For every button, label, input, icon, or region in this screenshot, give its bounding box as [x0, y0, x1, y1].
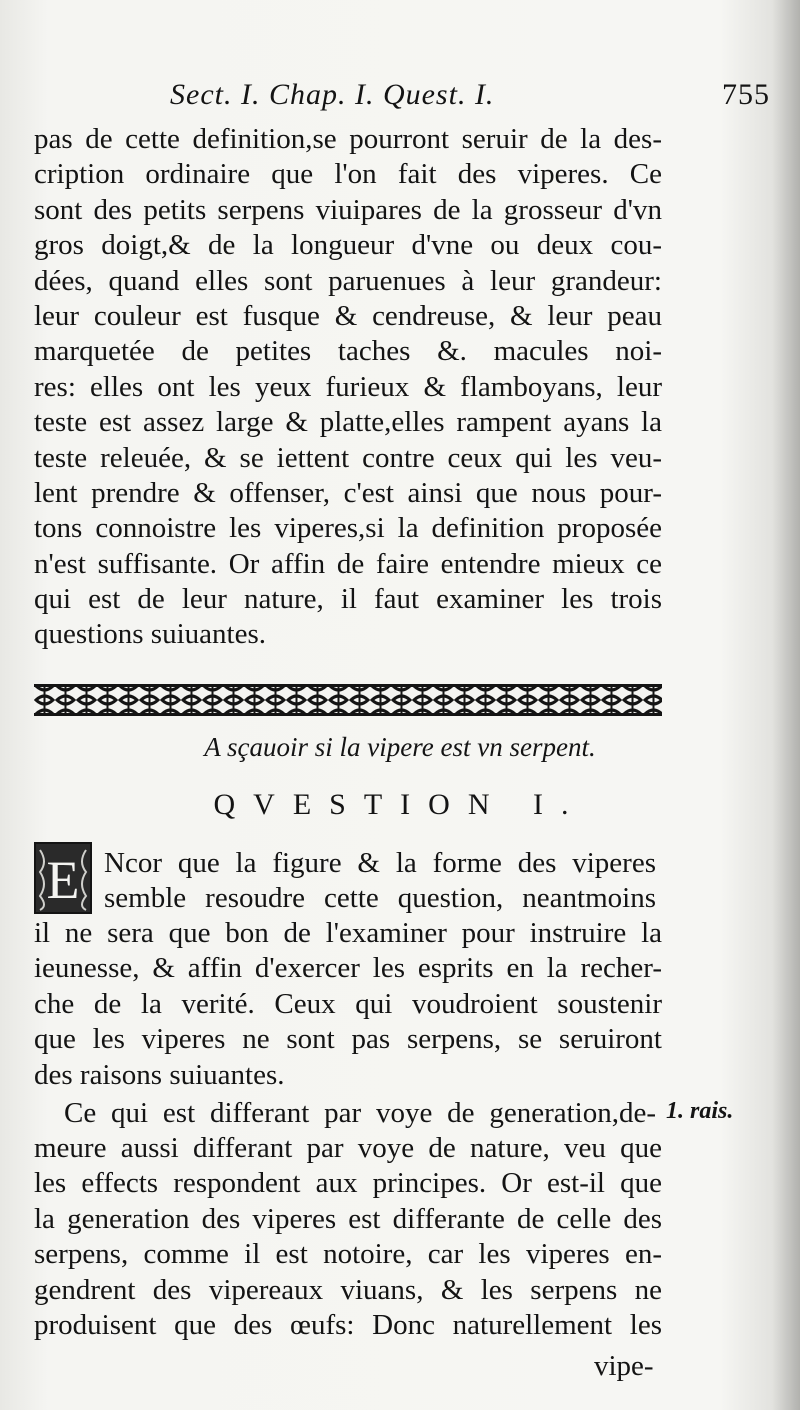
text-line: res: elles ont les yeux furieux & flamboyans, leur: [34, 370, 662, 403]
decorated-initial: [34, 842, 92, 914]
text-line: questions suiuantes.: [34, 618, 266, 651]
text-line: teste releuée, & se iettent contre ceux qui les veu-: [34, 441, 662, 474]
text-line: meure aussi differant par voye de nature, veu que: [34, 1132, 662, 1164]
running-header: [170, 78, 770, 122]
text-line: leur couleur est fusque & cendreuse, & leur peau: [34, 299, 662, 332]
dropcap-letter: E: [46, 850, 80, 910]
text-line: il ne sera que bon de l'examiner pour instruire la: [34, 917, 662, 949]
text-line: semble resoudre cette question, neantmoins: [104, 882, 656, 915]
text-line: marquetée de petites taches &. macules noi-: [34, 335, 662, 368]
text-line: n'est suffisante. Or affin de faire entendre mieux ce: [34, 547, 662, 580]
page-edge-shadow: [772, 0, 800, 1410]
text-line: cription ordinaire que l'on fait des viperes. Ce: [34, 158, 662, 191]
question-subtitle: A sçauoir si la vipere est vn serpent.: [204, 732, 596, 762]
text-line: gendrent des vipereaux viuans, & les serpens ne: [34, 1273, 662, 1306]
text-line: tons connoistre les viperes,si la definition proposée: [34, 512, 662, 545]
catchword: vipe-: [594, 1350, 654, 1382]
text-line: que les viperes ne sont pas serpens, se seruiront: [34, 1023, 662, 1056]
text-line: les effects respondent aux principes. Or est-il que: [34, 1167, 662, 1200]
text-line: sont des petits serpens viuipares de la grosseur d'vn: [34, 193, 662, 226]
paragraph-description: [34, 122, 662, 653]
paragraph-first-reason: [34, 1131, 662, 1343]
text-line: ieunesse, & affin d'exercer les esprits en la recher-: [34, 952, 662, 985]
text-line: gros doigt,& de la longueur d'vne ou deux cou-: [34, 229, 662, 262]
text-line: che de la verité. Ceux qui voudroient soustenir: [34, 987, 662, 1020]
text-line: Ce qui est differant par voye de generation,de-: [64, 1097, 656, 1129]
paragraph-question-body: [34, 916, 662, 1093]
ornamental-divider: [34, 680, 662, 720]
text-line: qui est de leur nature, il faut examiner les trois: [34, 583, 662, 616]
text-line: la generation des viperes est differante de celle des: [34, 1202, 662, 1235]
text-line: dées, quand elles sont paruenues à leur grandeur:: [34, 264, 662, 297]
page-number: 755: [722, 78, 770, 111]
text-line: teste est assez large & platte,elles rampent ayans la: [34, 406, 662, 439]
paragraph-first-reason-start: [64, 1096, 656, 1131]
text-line: lent prendre & offenser, c'est ainsi que nous pour-: [34, 476, 662, 509]
marginal-note: 1. rais.: [666, 1098, 734, 1124]
question-heading: QVESTION I.: [213, 788, 587, 821]
text-line: produisent que des œufs: Donc naturellement les: [34, 1308, 662, 1341]
running-title: Sect. I. Chap. I. Quest. I.: [170, 78, 495, 111]
text-line: Ncor que la figure & la forme des viperes: [104, 847, 656, 879]
paragraph-question-intro: [104, 846, 656, 917]
text-line: pas de cette definition,se pourront seruir de la des-: [34, 123, 662, 155]
text-line: serpens, comme il est notoire, car les viperes en-: [34, 1238, 662, 1271]
text-line: des raisons suiuantes.: [34, 1058, 285, 1091]
